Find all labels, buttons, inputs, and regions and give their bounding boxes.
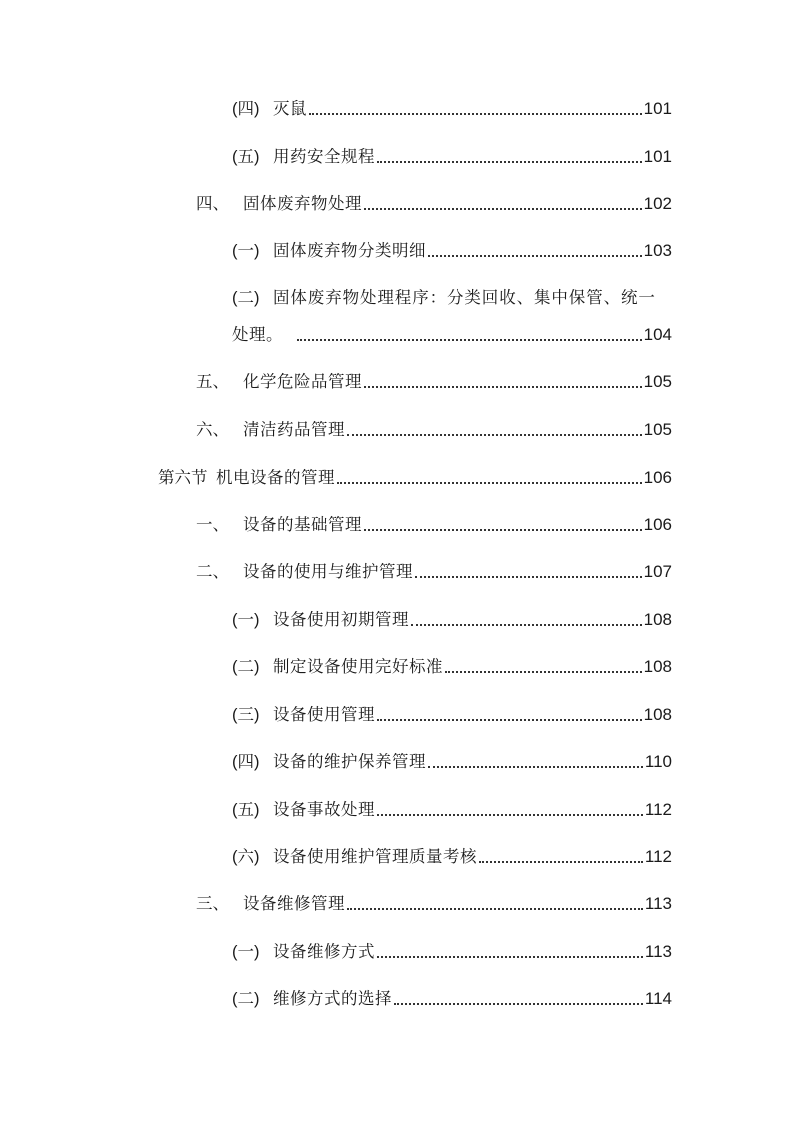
dot-leader: [377, 798, 643, 822]
entry-number: 二、: [196, 562, 229, 581]
dot-leader: [415, 560, 642, 584]
toc-entry-line2[interactable]: [232, 323, 672, 347]
entry-page-number: 110: [644, 752, 672, 771]
entry-number: 六、: [196, 420, 229, 439]
toc-entry[interactable]: [196, 513, 672, 537]
entry-title: 设备事故处理: [273, 800, 375, 819]
dot-leader: [428, 750, 643, 774]
dot-leader: [479, 845, 643, 869]
toc-entry[interactable]: [196, 370, 672, 394]
toc-entry[interactable]: [232, 145, 672, 169]
toc-entry[interactable]: [196, 560, 672, 584]
toc-entry[interactable]: [232, 97, 672, 121]
toc-entry[interactable]: [196, 418, 672, 442]
entry-title: 设备的使用与维护管理: [243, 562, 413, 581]
entry-number: (五): [232, 148, 260, 166]
entry-page-number: 108: [643, 657, 672, 676]
entry-page-number: 113: [644, 894, 672, 913]
entry-number: (一): [232, 242, 260, 260]
entry-number: 四、: [196, 194, 229, 213]
toc-entry[interactable]: [196, 892, 672, 916]
entry-number: (二): [232, 289, 260, 307]
section-title: 机电设备的管理: [216, 468, 335, 487]
entry-number: (三): [232, 706, 260, 724]
entry-title: 制定设备使用完好标准: [273, 657, 443, 676]
entry-page-number: 112: [644, 800, 672, 819]
entry-page-number: 105: [643, 420, 672, 439]
entry-title: 设备的维护保养管理: [273, 752, 426, 771]
dot-leader: [347, 418, 642, 442]
dot-leader: [394, 987, 643, 1011]
entry-number: (一): [232, 943, 260, 961]
dot-leader: [347, 892, 643, 916]
entry-number: (六): [232, 848, 260, 866]
entry-number: 一、: [196, 515, 229, 534]
entry-number: 五、: [196, 372, 229, 391]
toc-entry[interactable]: [232, 655, 672, 679]
entry-title: 设备维修方式: [273, 942, 375, 961]
entry-title: 设备使用维护管理质量考核: [273, 847, 477, 866]
toc-entry[interactable]: [232, 940, 672, 964]
entry-number: (四): [232, 100, 260, 118]
entry-title: 设备的基础管理: [243, 515, 362, 534]
dot-leader: [377, 703, 642, 727]
entry-number: 三、: [196, 894, 229, 913]
entry-page-number: 101: [643, 99, 672, 118]
dot-leader: [411, 608, 642, 632]
entry-number: (二): [232, 658, 260, 676]
dot-leader: [364, 513, 642, 537]
entry-title: 维修方式的选择: [273, 989, 392, 1008]
dot-leader: [377, 145, 642, 169]
toc-entry[interactable]: [232, 987, 672, 1011]
entry-page-number: 104: [643, 325, 672, 344]
dot-leader: [337, 466, 642, 490]
entry-page-number: 102: [643, 194, 672, 213]
entry-title: 化学危险品管理: [243, 372, 362, 391]
entry-title: 清洁药品管理: [243, 420, 345, 439]
entry-page-number: 108: [643, 610, 672, 629]
toc-entry[interactable]: [232, 798, 672, 822]
dot-leader: [297, 323, 642, 347]
entry-title: 用药安全规程: [273, 147, 375, 166]
entry-page-number: 106: [643, 515, 672, 534]
entry-page-number: 103: [643, 241, 672, 260]
toc-entry-line1[interactable]: [232, 286, 656, 310]
toc-entry[interactable]: [196, 192, 672, 216]
entry-page-number: 108: [643, 705, 672, 724]
dot-leader: [428, 239, 642, 263]
entry-number: (四): [232, 753, 260, 771]
dot-leader: [364, 370, 642, 394]
entry-page-number: 107: [643, 562, 672, 581]
toc-entry[interactable]: [232, 239, 672, 263]
entry-title: 固体废弃物处理: [243, 194, 362, 213]
entry-title-line2: 处理。: [232, 325, 283, 344]
dot-leader: [364, 192, 642, 216]
entry-title: 设备使用初期管理: [273, 610, 409, 629]
entry-number: (一): [232, 611, 260, 629]
dot-leader: [377, 940, 643, 964]
dot-leader: [445, 655, 642, 679]
entry-page-number: 101: [643, 147, 672, 166]
toc-entry[interactable]: [232, 750, 672, 774]
entry-title: 设备维修管理: [243, 894, 345, 913]
entry-title: 设备使用管理: [273, 705, 375, 724]
section-number: 第六节: [158, 468, 208, 487]
entry-page-number: 106: [643, 468, 672, 487]
entry-title-line1: 固体废弃物处理程序：分类回收、集中保管、统一: [273, 288, 656, 307]
toc-section-entry[interactable]: [158, 466, 672, 490]
entry-page-number: 114: [644, 989, 672, 1008]
toc-entry[interactable]: [232, 845, 672, 869]
entry-page-number: 112: [644, 847, 672, 866]
entry-page-number: 113: [644, 942, 672, 961]
entry-page-number: 105: [643, 372, 672, 391]
entry-number: (五): [232, 801, 260, 819]
toc-entry[interactable]: [232, 608, 672, 632]
entry-title: 灭鼠: [273, 99, 307, 118]
dot-leader: [309, 97, 642, 121]
entry-title: 固体废弃物分类明细: [273, 241, 426, 260]
entry-number: (二): [232, 990, 260, 1008]
toc-entry[interactable]: [232, 703, 672, 727]
